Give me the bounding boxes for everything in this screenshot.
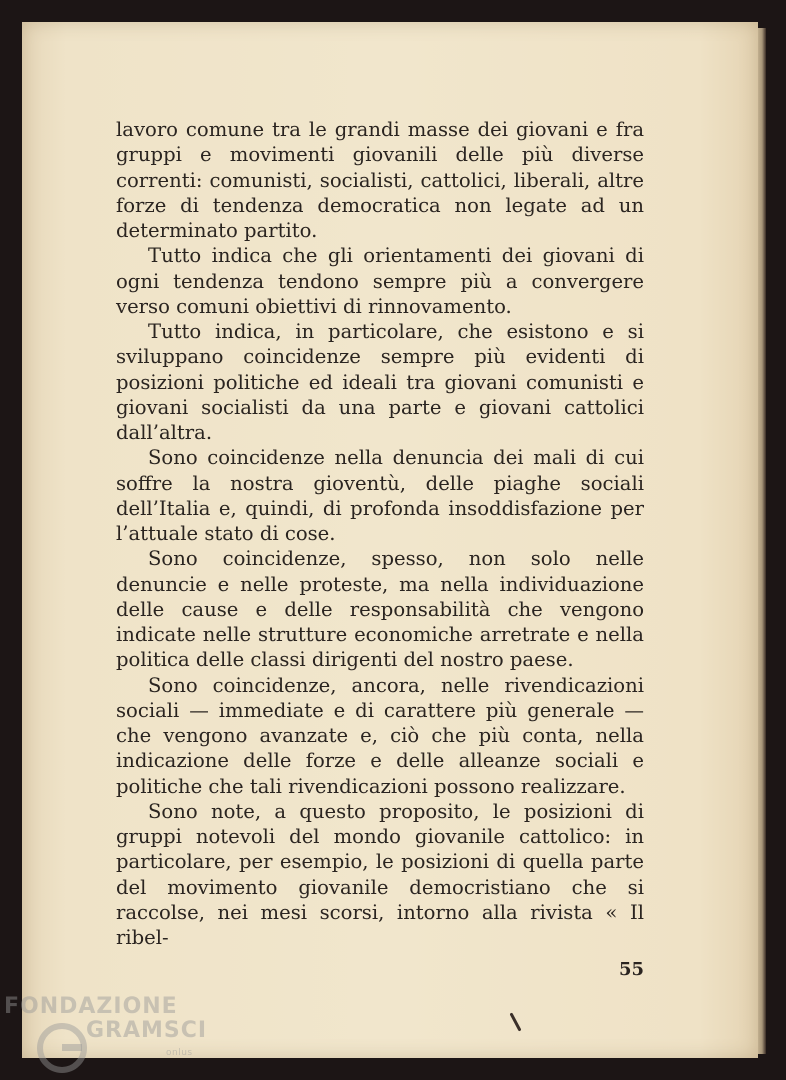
paragraph-1: lavoro comune tra le grandi masse dei giovani e fra gruppi e movimenti giovanili delle più diverse correnti: comunisti, socialisti, cattolici, liberali, altre forze di tendenza democratica non legate ad un determinato partito. (116, 118, 644, 242)
paragraph-7: Sono note, a questo proposito, le posizioni di gruppi notevoli del mondo giovanile cattolico: in particolare, per esempio, le posizioni di quella parte del movimento giovanile democristiano che si raccolse, nei mesi scorsi, intorno alla rivista « Il ribel- (116, 799, 644, 949)
paragraph-4: Sono coincidenze nella denuncia dei mali di cui soffre la nostra gioventù, delle piaghe sociali dell’Italia e, quindi, di profonda insoddisfazione per l’attuale stato di cose. (116, 446, 644, 545)
paragraph-6: Sono coincidenze, ancora, nelle rivendicazioni sociali — immediate e di carattere più generale — che vengono avanzate e, ciò che più conta, nella indicazione delle forze e delle alleanze sociali e politiche che tali rivendicazioni possono realizzare. (116, 673, 644, 798)
paragraph-5: Sono coincidenze, spesso, non solo nelle denuncie e nelle proteste, ma nella individuazione delle cause e delle responsabilità che vengono indicate nelle strutture economiche arretrate e nella politica delle classi dirigenti del nostro paese. (116, 547, 644, 672)
fondazione-gramsci-watermark (4, 994, 208, 1074)
paragraph-2: Tutto indica che gli orientamenti dei giovani di ogni tendenza tendono sempre più a convergere verso comuni obiettivi di rinnovamento. (116, 244, 644, 318)
watermark-line2: GRAMSCI (86, 1018, 208, 1043)
paragraph-3: Tutto indica, in particolare, che esistono e si sviluppano coincidenze sempre più evidenti di posizioni politiche ed ideali tra giovani comunisti e giovani socialisti da una parte e giovani cattolici dall’altra. (116, 320, 644, 444)
page-number: 55 (618, 959, 644, 980)
body-text (116, 117, 644, 950)
watermark-line3: onlus (166, 1048, 193, 1058)
watermark-logo-icon (34, 1020, 90, 1076)
watermark-line1: FONDAZIONE (4, 994, 178, 1019)
